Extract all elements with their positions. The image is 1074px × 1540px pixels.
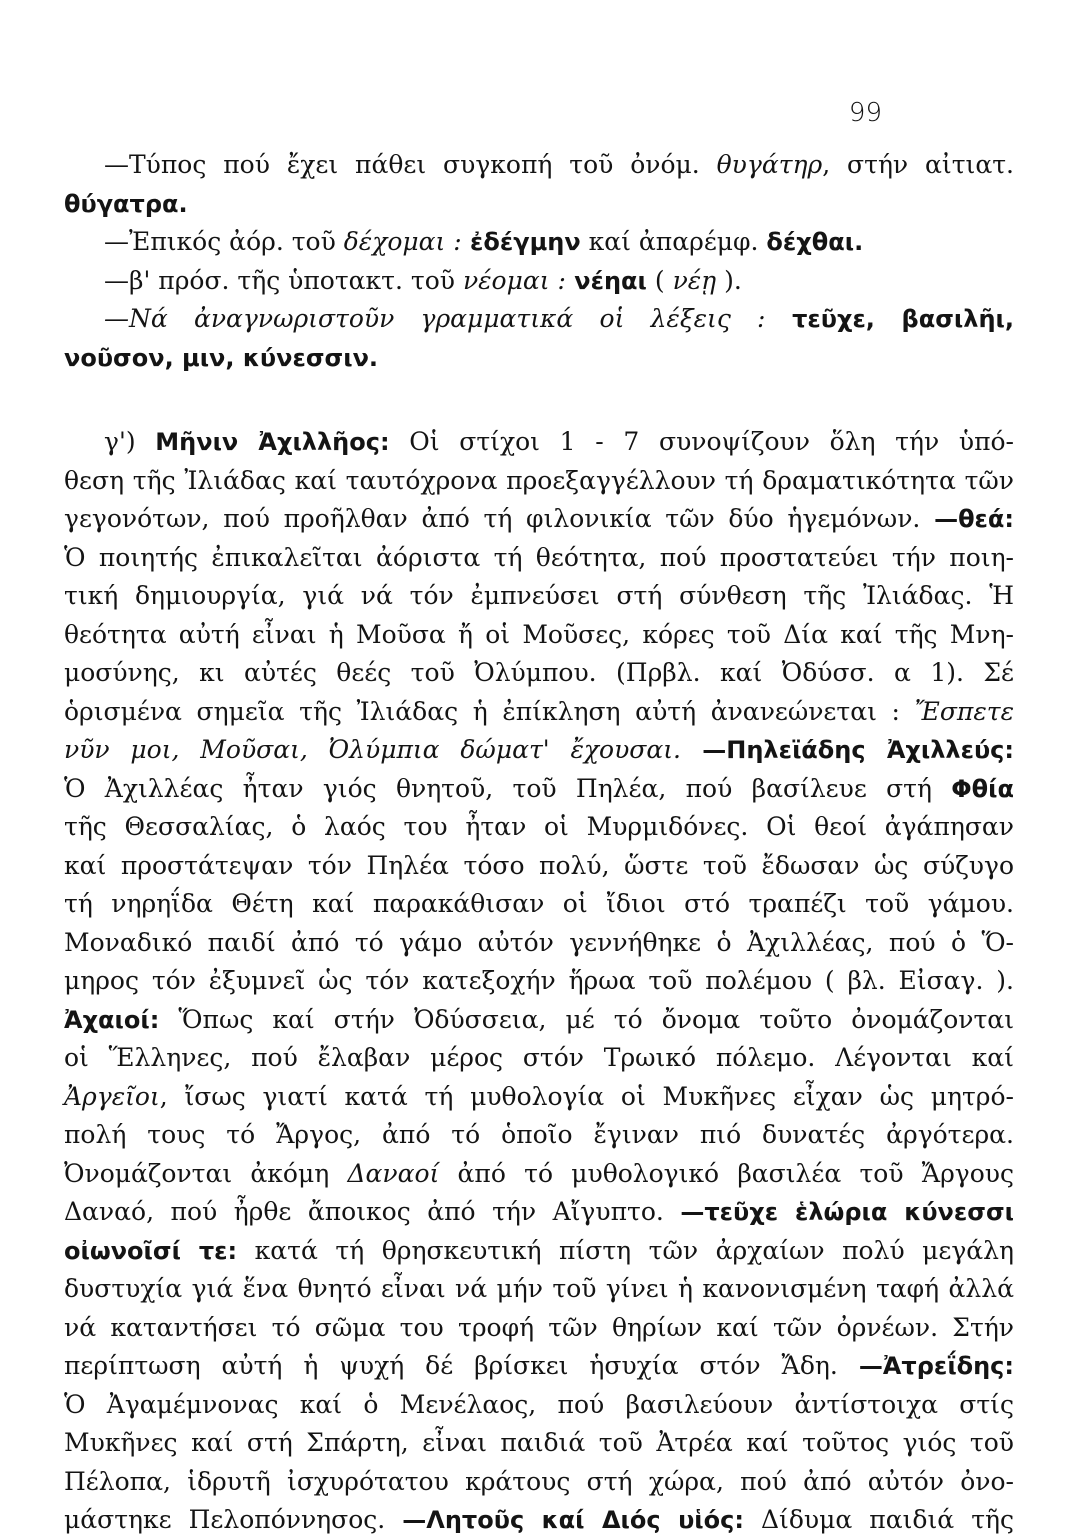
text-line <box>64 885 1014 924</box>
text-span: —Τύπος πού ἔχει πάθει συγκοπή τοῦ ὀνόμ. <box>104 150 717 179</box>
note-line <box>64 223 1014 262</box>
text-span: Ὁ ποιητής ἐπικαλεῖται ἀόριστα τή θεότητα, πού προστατεύει τήν ποιη- <box>64 542 1014 572</box>
text-line <box>64 577 1014 616</box>
italic-text: θυγάτηρ <box>716 150 823 179</box>
bold-term: Μῆνιν Ἀχιλλῆος: <box>155 428 390 456</box>
text-span: περίπτωση αὐτή ἡ ψυχή δέ βρίσκει ἡσυχία στόν Ἄδη. <box>64 1351 859 1380</box>
italic-text: Δαναοί <box>347 1158 440 1188</box>
text-line <box>64 1501 1014 1540</box>
text-span: γ') <box>104 427 156 456</box>
italic-text: δέχομαι : <box>343 227 462 256</box>
text-line <box>64 1232 1014 1271</box>
text-span: ὁρισμένα σημεῖα τῆς Ἰλιάδας ἡ ἐπίκληση αὐτή ἀνανεώνεται : <box>64 696 915 726</box>
italic-text: νῦν μοι, Μοῦσαι, Ὀλύμπια δώματ' ἔχουσαι. <box>64 735 681 764</box>
grammar-notes <box>64 146 1014 377</box>
text-span: —β' πρόσ. τῆς ὑποτακτ. τοῦ <box>104 265 463 295</box>
text-span: τή νηρηΐδα Θέτη καί παρακάθισαν οἱ ἴδιοι στό τραπέζι τοῦ γάμου. <box>64 889 1014 918</box>
text-line <box>64 1386 1014 1425</box>
commentary-paragraph <box>64 423 1014 1540</box>
text-line <box>64 924 1014 963</box>
text-span: νά καταντήσει τό σῶμα του τροφή τῶν θηρίων καί τῶν ὀρνέων. Στήν <box>64 1312 1014 1342</box>
bold-term: Ἀχαιοί: <box>64 1005 160 1034</box>
text-span: Οἱ στίχοι 1 - 7 συνοψίζουν ὅλη τήν ὑπό- <box>389 427 1015 456</box>
text-span: Μοναδικό παιδί ἀπό τό γάμο αὐτόν γεννήθηκε ὁ Ἀχιλλέας, πού ὁ Ὅ- <box>64 927 1014 957</box>
text-span: μοσύνης, κι αὐτές θεές τοῦ Ὀλύμπου. (Πρβλ. καί Ὀδύσσ. α 1). Σέ <box>64 658 1014 687</box>
bold-term: νοῦσον, μιν, κύνεσσιν. <box>64 343 379 372</box>
text-span: ἀπό τό μυθολογικό βασιλέα τοῦ Ἄργους <box>439 1158 1014 1188</box>
italic-text: Ἀργεῖοι <box>64 1081 160 1111</box>
text-span: , στήν αἰτιατ. <box>822 150 1015 179</box>
bold-term: δέχθαι. <box>766 228 864 256</box>
bold-term: ἐδέγμην <box>461 228 581 256</box>
note-line <box>64 300 1014 339</box>
bold-term: τεῦχε, βασιλῆι, <box>765 305 1014 333</box>
bold-term: —Ἀτρεΐδης: <box>858 1352 1014 1380</box>
note-line <box>64 339 1014 378</box>
text-line <box>64 770 1014 809</box>
italic-text: νέῃ <box>672 265 717 295</box>
text-span: Δαναό, πού ἦρθε ἄποικος ἀπό τήν Αἴγυπτο. <box>64 1197 681 1226</box>
text-span: Πέλοπα, ἱδρυτῆ ἰσχυρότατου κράτους στή χώρα, πού ἀπό αὐτόν ὀνο- <box>64 1466 1014 1496</box>
page-number: 99 <box>848 98 882 128</box>
note-line <box>64 185 1014 224</box>
text-line <box>64 1309 1014 1348</box>
text-line <box>64 539 1014 578</box>
bold-term: νέηαι <box>565 266 647 295</box>
text-line <box>64 1347 1014 1386</box>
italic-text: Ἔσπετε <box>914 696 1014 726</box>
text-span: δυστυχία γιά ἕνα θνητό εἶναι νά μήν τοῦ γίνει ἡ κανονισμένη ταφή ἀλλά <box>64 1274 1014 1303</box>
text-line <box>64 1039 1014 1078</box>
text-span: οἱ Ἕλληνες, πού ἔλαβαν μέρος στόν Τρωικό πόλεμο. Λέγονται καί <box>64 1043 1014 1072</box>
text-span: τῆς Θεσσαλίας, ὁ λαός του ἦταν οἱ Μυρμιδόνες. Οἱ θεοί ἀγάπησαν <box>64 812 1014 841</box>
note-line <box>64 262 1014 301</box>
text-line <box>64 1270 1014 1309</box>
text-line <box>64 1116 1014 1155</box>
text-line <box>64 500 1014 539</box>
bold-term: οἰωνοῖσί τε: <box>64 1236 238 1265</box>
text-span: τική δημιουργία, γιά νά τόν ἐμπνεύσει στή σύνθεση τῆς Ἰλιάδας. Ἡ <box>64 581 1014 610</box>
text-span: θεση τῆς Ἰλιάδας καί ταυτόχρονα προεξαγγέλλουν τή δραματικότητα τῶν <box>64 465 1014 495</box>
text-line <box>64 1155 1014 1194</box>
text-line <box>64 1463 1014 1502</box>
bold-term: θύγατρα. <box>64 189 188 218</box>
text-span: Ὁ Ἀγαμέμνονας καί ὁ Μενέλαος, πού βασιλεύουν ἀντίστοιχα στίς <box>64 1389 1014 1419</box>
text-line <box>64 1001 1014 1040</box>
text-span: κατά τή θρησκευτική πίστη τῶν ἀρχαίων πολύ μεγάλη <box>237 1235 1015 1265</box>
text-span: μηρος τόν ἐξυμνεῖ ὡς τόν κατεξοχήν ἥρωα τοῦ πολέμου ( βλ. Εἰσαγ. ). <box>64 966 1014 995</box>
text-span: θεότητα αὐτή εἶναι ἡ Μοῦσα ἤ οἱ Μοῦσες, κόρες τοῦ Δία καί τῆς Μνη- <box>64 619 1014 649</box>
text-span: Ὅπως καί στήν Ὀδύσσεια, μέ τό ὄνομα τοῦτο ὀνομάζονται <box>159 1004 1014 1034</box>
text-line <box>64 847 1014 886</box>
bold-term: —θεά: <box>934 505 1014 533</box>
text-line <box>64 616 1014 655</box>
italic-text: νέομαι : <box>462 265 566 295</box>
text-line <box>64 654 1014 693</box>
text-span: Ὁ Ἀχιλλέας ἦταν γιός θνητοῦ, τοῦ Πηλέα, πού βασίλευε στή <box>64 773 952 803</box>
note-line <box>64 146 1014 185</box>
italic-text: —Νά ἀναγνωριστοῦν γραμματικά οἱ λέξεις : <box>104 304 766 333</box>
text-span: καί ἀπαρέμφ. <box>580 227 767 256</box>
text-line <box>64 808 1014 847</box>
page-body <box>64 146 1014 1540</box>
text-span: μάστηκε Πελοπόννησος. <box>64 1505 403 1534</box>
bold-term: —Λητοῦς καί Διός υἱός: <box>402 1506 744 1534</box>
bold-term: —Πηλεϊάδης Ἀχιλλεύς: <box>681 736 1014 764</box>
text-line <box>64 693 1014 732</box>
text-line <box>64 962 1014 1001</box>
text-span: Δίδυμα παιδιά τῆς <box>743 1505 1015 1534</box>
text-span: καί προστάτεψαν τόν Πηλέα τόσο πολύ, ὥστε τοῦ ἔδωσαν ὡς σύζυγο <box>64 850 1014 880</box>
text-span: γεγονότων, πού προῆλθαν ἀπό τή φιλονικία τῶν δύο ἡγεμόνων. <box>64 504 935 533</box>
text-span: Ὀνομάζονται ἀκόμη <box>64 1158 348 1188</box>
text-span: —Ἐπικός ἀόρ. τοῦ <box>104 227 344 256</box>
text-span: ). <box>716 265 742 295</box>
text-span: πολή τους τό Ἄργος, ἀπό τό ὁποῖο ἔγιναν πιό δυνατές ἀργότερα. <box>64 1120 1014 1149</box>
bold-term: Φθία <box>951 774 1014 803</box>
text-line <box>64 462 1014 501</box>
text-line <box>64 1078 1014 1117</box>
text-line <box>64 1193 1014 1232</box>
text-line <box>64 731 1014 770</box>
text-span: , ἴσως γιατί κατά τή μυθολογία οἱ Μυκῆνες εἶχαν ὡς μητρό- <box>159 1081 1014 1111</box>
text-span: Μυκῆνες καί στή Σπάρτη, εἶναι παιδιά τοῦ Ἀτρέα καί τοῦτος γιός τοῦ <box>64 1428 1014 1457</box>
text-line <box>64 423 1014 462</box>
text-span: ( <box>646 265 673 295</box>
bold-term: —τεῦχε ἑλώρια κύνεσσι <box>680 1198 1014 1226</box>
text-line <box>64 1424 1014 1463</box>
